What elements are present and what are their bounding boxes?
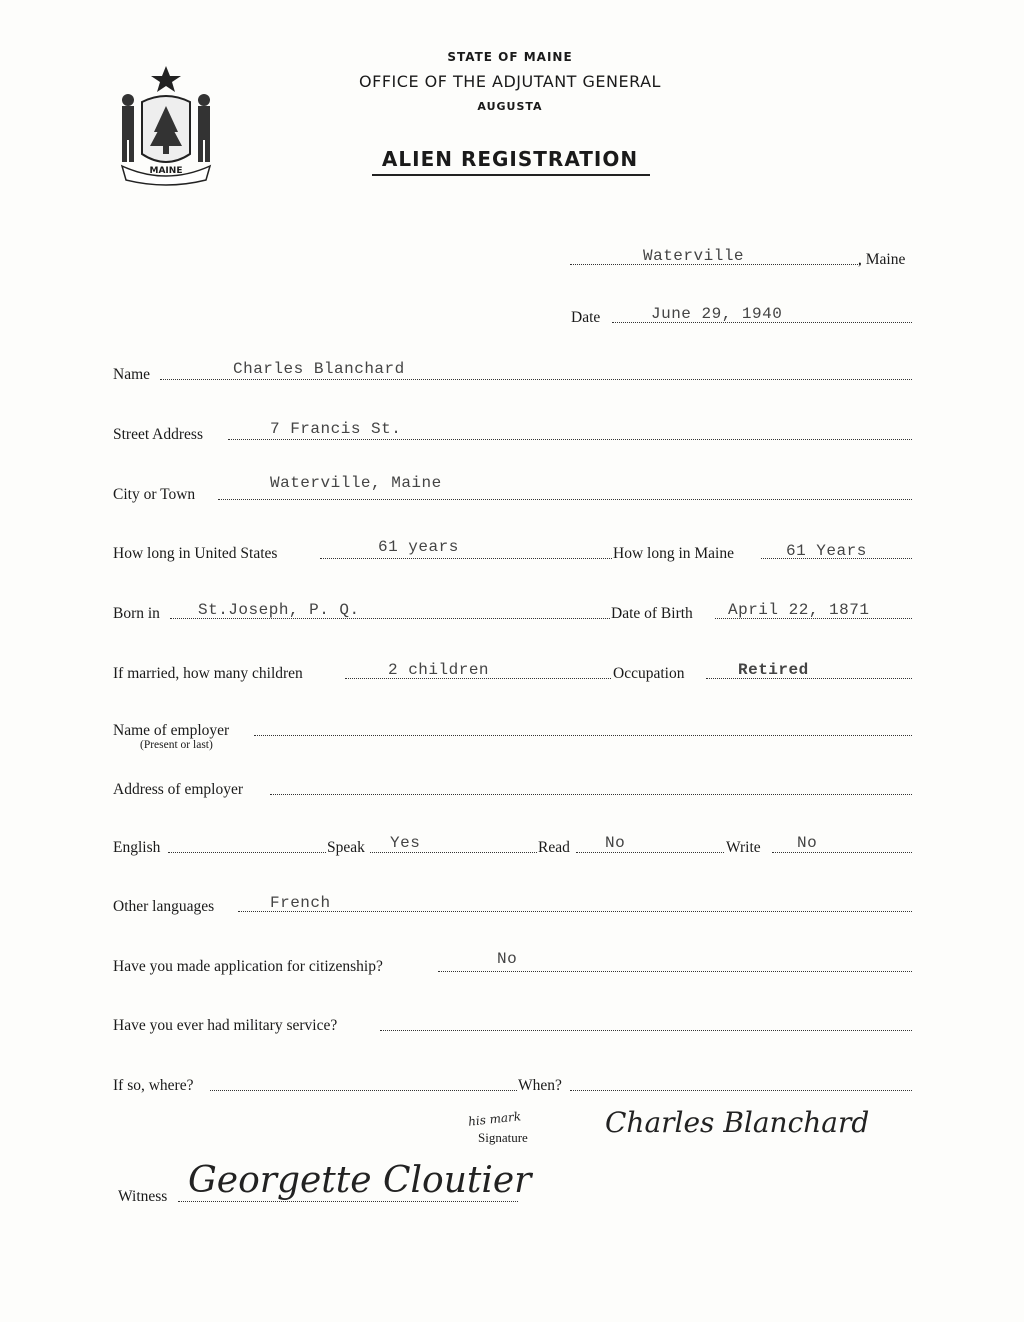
city-label: City or Town (113, 486, 196, 503)
write-label: Write (726, 839, 761, 856)
city-line (218, 499, 912, 500)
witness-line (178, 1201, 518, 1202)
born-value: St.Joseph, P. Q. (198, 601, 360, 619)
street-value: 7 Francis St. (270, 420, 402, 438)
maine-value: 61 Years (786, 542, 867, 560)
state-seal (112, 62, 220, 190)
read-line (576, 852, 724, 853)
other-languages-value: French (270, 894, 331, 912)
witness-value: Georgette Cloutier (188, 1160, 532, 1201)
name-value: Charles Blanchard (233, 360, 405, 378)
title-underline (372, 174, 650, 176)
header-state: STATE OF MAINE (447, 50, 573, 64)
employer-address-line (270, 794, 912, 795)
date-label: Date (571, 309, 601, 326)
english-line (168, 852, 326, 853)
children-label: If married, how many children (113, 665, 303, 682)
born-label: Born in (113, 605, 160, 622)
form-title: ALIEN REGISTRATION (381, 147, 639, 171)
speak-line (370, 852, 537, 853)
other-languages-line (238, 911, 912, 912)
header-office: OFFICE OF THE ADJUTANT GENERAL (359, 72, 661, 91)
street-line (228, 439, 912, 440)
read-label: Read (538, 839, 570, 856)
employer-label: Name of employer (113, 722, 230, 739)
street-label: Street Address (113, 426, 203, 443)
where-line (210, 1090, 517, 1091)
citizenship-value: No (497, 950, 518, 968)
header-city: AUGUSTA (477, 100, 543, 113)
date-value: June 29, 1940 (651, 305, 783, 323)
location-suffix: , Maine (858, 251, 906, 268)
seal-banner-text: MAINE (149, 166, 183, 176)
citizenship-line (438, 971, 912, 972)
us-value: 61 years (378, 538, 459, 556)
name-line (160, 379, 912, 380)
maine-label: How long in Maine (613, 545, 734, 562)
us-line (320, 558, 612, 559)
signature-mark: his mark (467, 1109, 522, 1129)
location-value: Waterville (643, 247, 745, 265)
employer-line (254, 735, 912, 736)
speak-label: Speak (327, 839, 365, 856)
where-label: If so, where? (113, 1077, 194, 1094)
employer-address-label: Address of employer (113, 781, 243, 798)
when-line (570, 1090, 912, 1091)
employer-sublabel: (Present or last) (140, 739, 213, 751)
citizenship-label: Have you made application for citizenship? (113, 958, 383, 975)
dob-value: April 22, 1871 (728, 601, 870, 619)
children-value: 2 children (388, 661, 490, 679)
speak-value: Yes (390, 834, 421, 852)
military-line (380, 1030, 912, 1031)
english-label: English (113, 839, 161, 856)
signature-label: Signature (478, 1130, 528, 1145)
city-value: Waterville, Maine (270, 474, 442, 492)
write-line (772, 852, 912, 853)
occupation-label: Occupation (613, 665, 685, 682)
dob-label: Date of Birth (611, 605, 693, 622)
us-label: How long in United States (113, 545, 278, 562)
occupation-line (706, 678, 912, 679)
when-label: When? (518, 1077, 562, 1094)
read-value: No (605, 834, 626, 852)
signature-value: Charles Blanchard (605, 1106, 870, 1139)
occupation-value: Retired (738, 661, 809, 679)
military-label: Have you ever had military service? (113, 1017, 338, 1034)
witness-label: Witness (118, 1188, 168, 1205)
name-label: Name (113, 366, 151, 383)
other-languages-label: Other languages (113, 898, 215, 915)
write-value: No (797, 834, 818, 852)
